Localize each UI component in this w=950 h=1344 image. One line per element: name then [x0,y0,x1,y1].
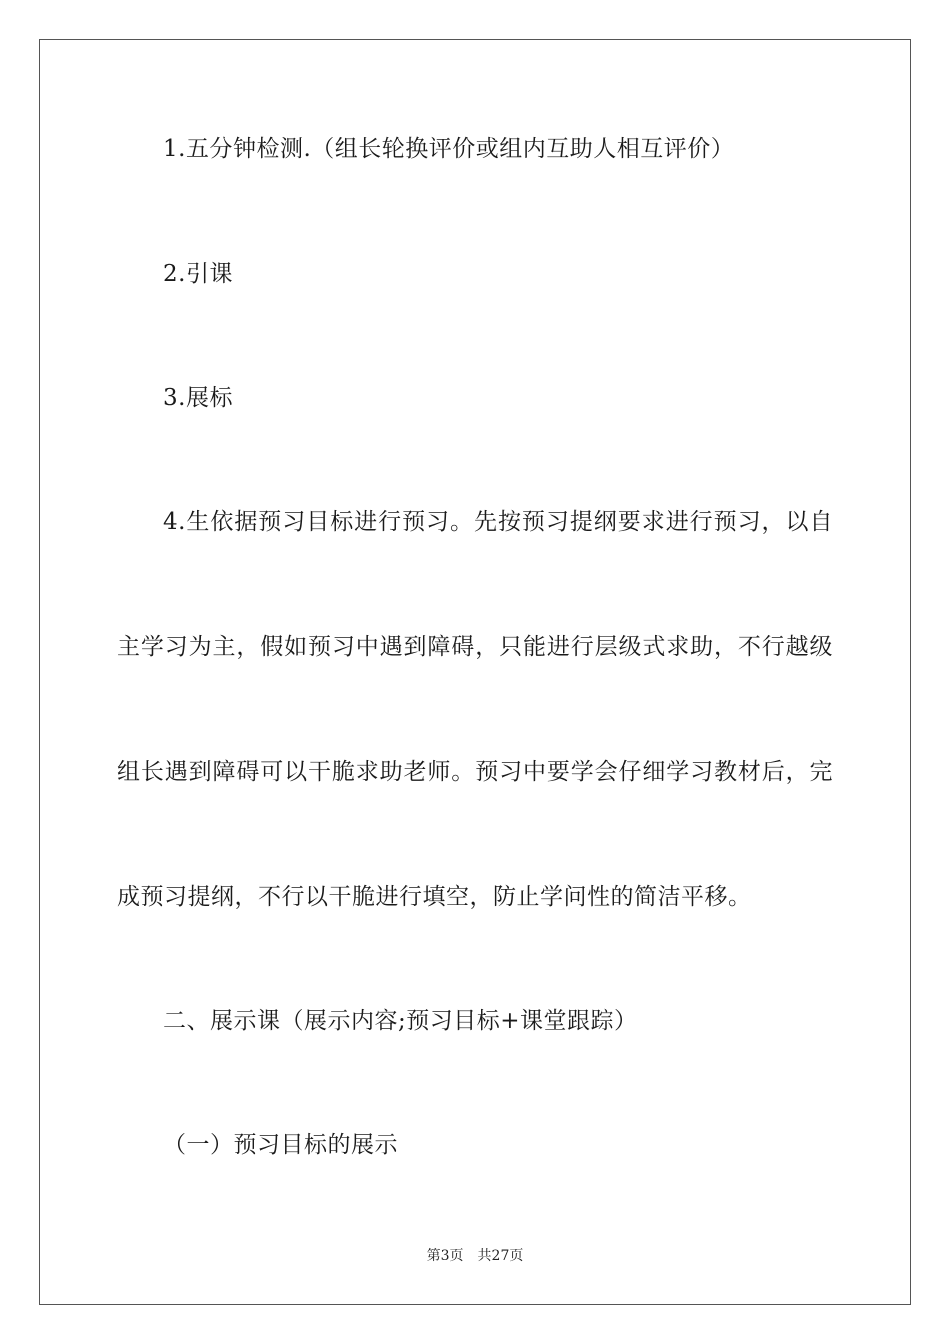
page-number: 第3页 [426,1248,464,1264]
paragraph-item-4-line-3: 组长遇到障碍可以干脆求助老师。预习中要学会仔细学习教材后，完 [117,759,833,785]
paragraph-item-4-line-2: 主学习为主，假如预习中遇到障碍，只能进行层级式求助，不行越级 [117,634,833,660]
page-total: 共27页 [477,1248,524,1264]
paragraph-item-3: 3.展标 [163,385,233,411]
paragraph-item-4-line-4: 成预习提纲，不行以干脆进行填空，防止学问性的简洁平移。 [117,884,752,910]
paragraph-item-2: 2.引课 [163,261,233,287]
paragraph-item-4-line-1: 4.生依据预习目标进行预习。先按预习提纲要求进行预习，以自 [163,509,833,535]
subsection-heading: （一）预习目标的展示 [163,1132,398,1158]
page-footer [0,1247,950,1265]
section-heading: 二、展示课（展示内容;预习目标+课堂跟踪） [163,1008,638,1034]
paragraph-item-1: 1.五分钟检测.（组长轮换评价或组内互助人相互评价） [163,136,735,162]
page-border [39,39,911,1305]
